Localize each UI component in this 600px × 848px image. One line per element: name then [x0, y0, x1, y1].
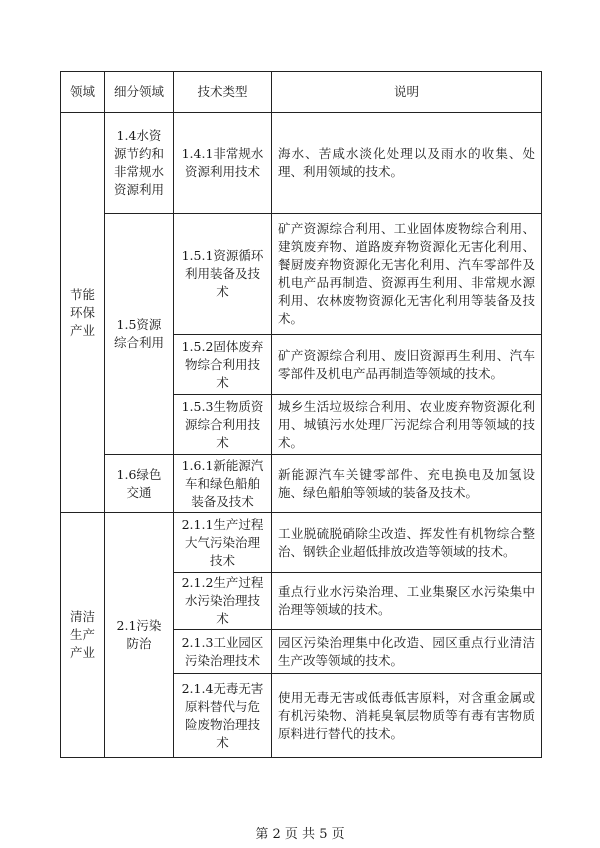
table-header-row	[61, 72, 542, 113]
table-row	[61, 214, 542, 335]
description-cell: 使用无毒无害或低毒低害原料，对含重金属或有机污染物、消耗臭氧层物质等有毒有害物质原料进行替代的技术。	[272, 674, 542, 758]
header-domain: 领域	[61, 72, 105, 113]
subdomain-cell: 1.4水资源节约和非常规水资源利用	[105, 113, 174, 214]
header-tech-type: 技术类型	[174, 72, 272, 113]
page-number-footer: 第 2 页 共 5 页	[255, 827, 345, 842]
subdomain-cell: 2.1污染防治	[105, 513, 174, 758]
tech-type-cell: 2.1.2生产过程水污染治理技术	[174, 573, 272, 630]
subdomain-cell: 1.5资源综合利用	[105, 214, 174, 455]
header-subdomain: 细分领域	[105, 72, 174, 113]
technology-catalog-table	[60, 71, 542, 758]
description-cell: 矿产资源综合利用、工业固体废物综合利用、建筑废弃物、道路废弃物资源化无害化利用、餐厨废弃物资源化无害化利用、汽车零部件及机电产品再制造、资源再生利用、非常规水源利用、农林废物资源化无害化利用等装备及技术。	[272, 214, 542, 335]
domain-cell: 清洁生产产业	[61, 513, 105, 758]
description-cell: 园区污染治理集中化改造、园区重点行业清洁生产改等领域的技术。	[272, 630, 542, 674]
domain-cell: 节能环保产业	[61, 113, 105, 513]
table-row	[61, 113, 542, 214]
tech-type-cell: 2.1.4无毒无害原料替代与危险废物治理技术	[174, 674, 272, 758]
description-cell: 城乡生活垃圾综合利用、农业废弃物资源化利用、城镇污水处理厂污泥综合利用等领域的技术。	[272, 395, 542, 455]
description-cell: 新能源汽车关键零部件、充电换电及加氢设施、绿色船舶等领域的装备及技术。	[272, 455, 542, 513]
tech-type-cell: 2.1.1生产过程大气污染治理技术	[174, 513, 272, 573]
tech-type-cell: 1.5.1资源循环利用装备及技术	[174, 214, 272, 335]
tech-type-cell: 1.5.2固体废弃物综合利用技术	[174, 335, 272, 395]
description-cell: 重点行业水污染治理、工业集聚区水污染集中治理等领域的技术。	[272, 573, 542, 630]
tech-type-cell: 2.1.3工业园区污染治理技术	[174, 630, 272, 674]
table-row	[61, 455, 542, 513]
header-description: 说明	[272, 72, 542, 113]
tech-type-cell: 1.4.1非常规水资源利用技术	[174, 113, 272, 214]
table-row	[61, 513, 542, 573]
tech-type-cell: 1.5.3生物质资源综合利用技术	[174, 395, 272, 455]
subdomain-cell: 1.6绿色交通	[105, 455, 174, 513]
tech-type-cell: 1.6.1新能源汽车和绿色船舶装备及技术	[174, 455, 272, 513]
description-cell: 矿产资源综合利用、废旧资源再生利用、汽车零部件及机电产品再制造等领域的技术。	[272, 335, 542, 395]
description-cell: 工业脱硫脱硝除尘改造、挥发性有机物综合整治、钢铁企业超低排放改造等领域的技术。	[272, 513, 542, 573]
description-cell: 海水、苦咸水淡化处理以及雨水的收集、处理、利用领域的技术。	[272, 113, 542, 214]
